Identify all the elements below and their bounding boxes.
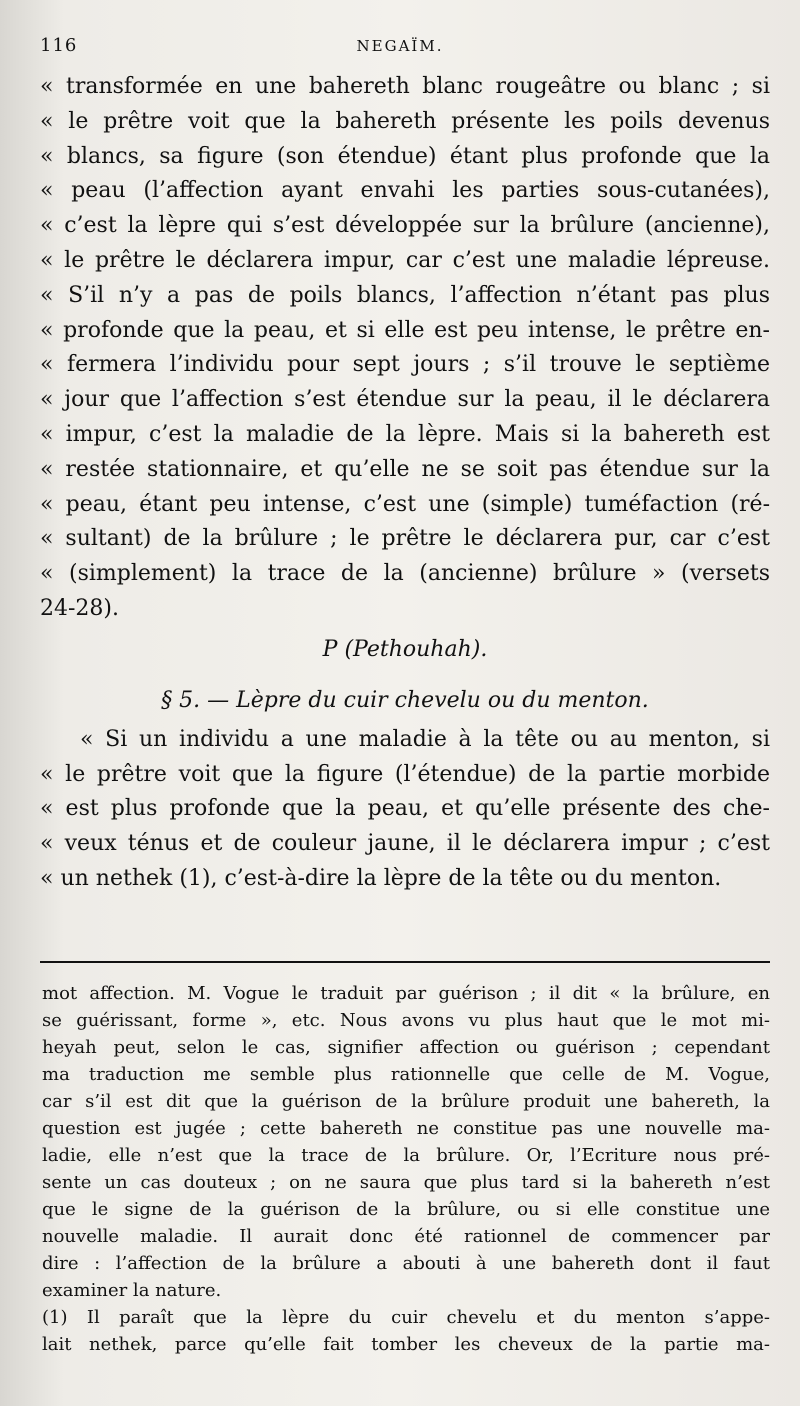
footnote-line: car s’il est dit que la guérison de la brûlure produit une bahereth, la — [42, 1091, 770, 1112]
footnote-line: sente un cas douteux ; on ne saura que plus tard si la bahereth n’est — [42, 1172, 770, 1193]
footnote-line: ma traduction me semble plus rationnelle que celle de M. Vogue, — [42, 1064, 770, 1085]
footnote-line: question est jugée ; cette bahereth ne constitue pas une nouvelle ma- — [42, 1118, 770, 1139]
footnotes — [42, 980, 770, 1358]
text-line: « veux ténus et de couleur jaune, il le déclarera impur ; c’est — [40, 831, 770, 857]
text-line: « c’est la lèpre qui s’est développée sur la brûlure (ancienne), — [40, 213, 770, 239]
text-line: « restée stationnaire, et qu’elle ne se soit pas étendue sur la — [40, 456, 770, 482]
footnote-line: dire : l’affection de la brûlure a abouti à une bahereth dont il faut — [42, 1253, 770, 1274]
text-line: 24-28). — [40, 595, 119, 621]
text-line: « fermera l’individu pour sept jours ; s’il trouve le septième — [40, 352, 770, 378]
subheading: P (Pethouhah). — [322, 636, 488, 662]
footnote-line: mot affection. M. Vogue le traduit par guérison ; il dit « la brûlure, en — [42, 983, 770, 1004]
text-line: « blancs, sa figure (son étendue) étant plus profonde que la — [40, 143, 770, 169]
text-line: « le prêtre voit que la bahereth présente les poils devenus — [40, 108, 770, 134]
footnote-separator — [40, 961, 770, 963]
main-text — [40, 70, 770, 897]
running-head: NEGAÏM. — [356, 37, 444, 55]
text-line: « S’il n’y a pas de poils blancs, l’affection n’étant pas plus — [40, 282, 770, 308]
text-line: « transformée en une bahereth blanc rougeâtre ou blanc ; si — [40, 74, 770, 99]
text-line: « impur, c’est la maladie de la lèpre. Mais si la bahereth est — [40, 421, 770, 447]
footnote-line: (1) Il paraît que la lèpre du cuir chevelu et du menton s’appe- — [42, 1307, 770, 1328]
text-line: « Si un individu a une maladie à la tête ou au menton, si — [80, 726, 770, 752]
footnote-line: lait nethek, parce qu’elle fait tomber les cheveux de la partie ma- — [42, 1334, 770, 1355]
footnote-line: examiner la nature. — [42, 1280, 222, 1301]
text-line: « peau (l’affection ayant envahi les parties sous-cutanées), — [40, 178, 770, 204]
text-line: « sultant) de la brûlure ; le prêtre le déclarera pur, car c’est — [40, 526, 770, 552]
text-line: « le prêtre le déclarera impur, car c’est une maladie lépreuse. — [40, 247, 770, 273]
text-line: « profonde que la peau, et si elle est peu intense, le prêtre en- — [40, 317, 770, 343]
page-header — [40, 35, 760, 65]
text-line: « jour que l’affection s’est étendue sur la peau, il le déclarera — [40, 387, 770, 413]
text-line: « est plus profonde que la peau, et qu’elle présente des che- — [40, 796, 770, 822]
text-line: « un nethek (1), c’est-à-dire la lèpre de la tête ou du menton. — [40, 865, 722, 891]
text-line: « (simplement) la trace de la (ancienne) brûlure » (versets — [40, 561, 770, 587]
section-title: § 5. — Lèpre du cuir chevelu ou du menton. — [161, 687, 649, 713]
footnote-line: nouvelle maladie. Il aurait donc été rationnel de commencer par — [42, 1226, 770, 1247]
footnote-line: que le signe de la guérison de la brûlure, ou si elle constitue une — [42, 1199, 770, 1220]
text-line: « le prêtre voit que la figure (l’étendue) de la partie morbide — [40, 761, 770, 787]
footnote-line: ladie, elle n’est que la trace de la brûlure. Or, l’Ecriture nous pré- — [42, 1145, 770, 1166]
page-number: 116 — [40, 35, 78, 56]
footnote-line: heyah peut, selon le cas, signifier affection ou guérison ; cependant — [42, 1037, 770, 1058]
footnote-line: se guérissant, forme », etc. Nous avons vu plus haut que le mot mi- — [42, 1010, 770, 1031]
text-line: « peau, étant peu intense, c’est une (simple) tuméfaction (ré- — [40, 491, 770, 517]
